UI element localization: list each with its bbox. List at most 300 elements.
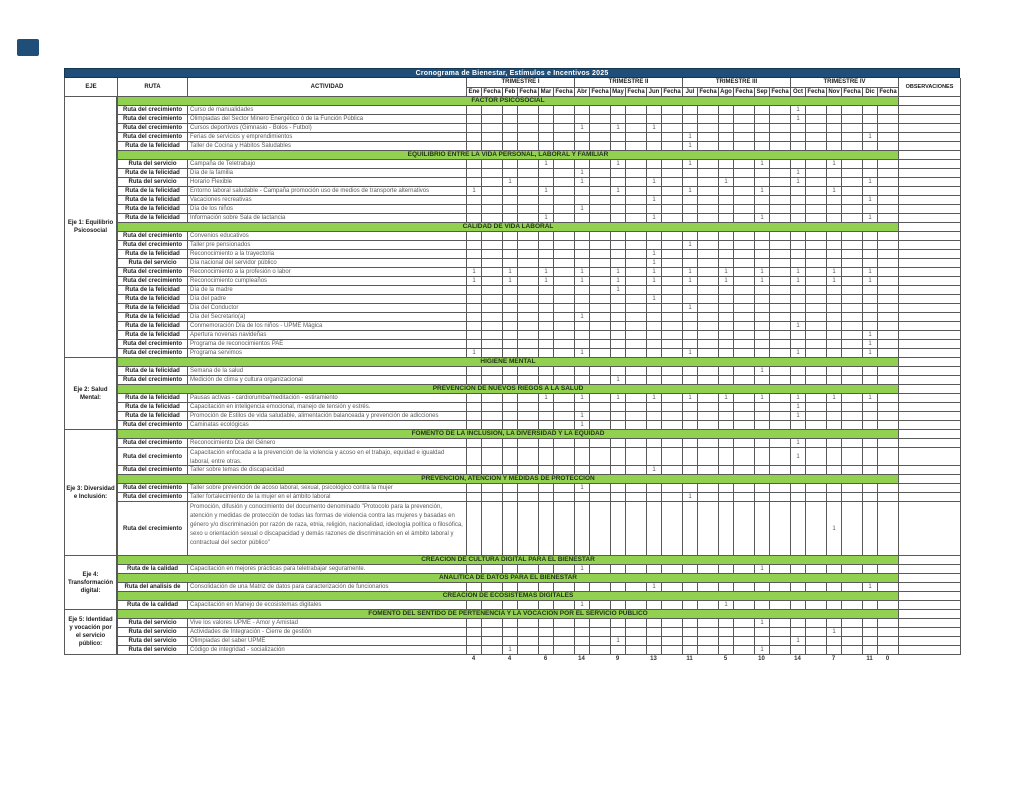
month-cell: 1 <box>575 601 590 610</box>
activity-row <box>118 376 960 385</box>
fecha-cell <box>806 313 827 322</box>
column-header-actividad: ACTIVIDAD <box>188 78 467 97</box>
month-cell <box>719 322 734 331</box>
fecha-cell <box>842 250 863 259</box>
month-cell <box>791 160 806 169</box>
observaciones-cell <box>899 376 961 385</box>
fecha-cell <box>878 313 899 322</box>
fecha-cell <box>482 394 503 403</box>
fecha-cell <box>590 106 611 115</box>
month-cell <box>863 322 878 331</box>
fecha-cell <box>734 502 755 556</box>
month-cell: 1 <box>683 493 698 502</box>
month-cell <box>827 439 842 448</box>
fecha-cell <box>626 403 647 412</box>
fecha-cell <box>590 394 611 403</box>
fecha-cell <box>518 619 539 628</box>
month-cell <box>863 259 878 268</box>
fecha-cell <box>734 628 755 637</box>
activity-cell: Horario Flexible <box>188 178 467 187</box>
activity-cell: Información sobre Sala de lactancia <box>188 214 467 223</box>
fecha-cell <box>806 448 827 466</box>
month-cell <box>611 421 626 430</box>
month-cell: 1 <box>719 394 734 403</box>
observaciones-cell <box>899 556 961 565</box>
month-cell <box>539 142 554 151</box>
month-cell <box>827 637 842 646</box>
fecha-cell <box>878 142 899 151</box>
month-cell <box>611 214 626 223</box>
fecha-total <box>661 655 682 664</box>
month-cell: 1 <box>647 196 662 205</box>
fecha-cell <box>770 340 791 349</box>
fecha-cell <box>482 124 503 133</box>
ruta-cell: Ruta del crecimiento <box>118 484 188 493</box>
trimester-header: TRIMESTRE IV <box>791 78 899 88</box>
activity-row <box>118 304 960 313</box>
fecha-cell <box>806 439 827 448</box>
activity-row <box>118 250 960 259</box>
month-cell <box>611 565 626 574</box>
fecha-cell <box>554 466 575 475</box>
fecha-cell <box>626 133 647 142</box>
month-cell <box>863 295 878 304</box>
fecha-cell <box>626 115 647 124</box>
ruta-cell: Ruta del crecimiento <box>118 448 188 466</box>
fecha-cell <box>554 484 575 493</box>
fecha-cell <box>770 205 791 214</box>
fecha-cell <box>482 205 503 214</box>
activity-row <box>118 412 960 421</box>
fecha-cell <box>734 601 755 610</box>
month-cell <box>467 331 482 340</box>
month-cell <box>575 340 590 349</box>
month-cell <box>647 205 662 214</box>
month-cell <box>539 322 554 331</box>
month-cell <box>863 124 878 133</box>
fecha-cell <box>590 565 611 574</box>
month-cell: 1 <box>611 268 626 277</box>
month-cell: 1 <box>611 286 626 295</box>
fecha-cell <box>734 124 755 133</box>
activity-cell: Curso de manualidades <box>188 106 467 115</box>
fecha-cell <box>590 403 611 412</box>
month-cell <box>539 502 554 556</box>
fecha-cell <box>590 331 611 340</box>
fecha-cell <box>878 646 899 655</box>
month-cell <box>503 304 518 313</box>
month-cell <box>755 178 770 187</box>
month-cell <box>791 187 806 196</box>
fecha-cell <box>734 214 755 223</box>
ruta-cell: Ruta del crecimiento <box>118 421 188 430</box>
fecha-cell <box>878 160 899 169</box>
month-cell: 1 <box>503 268 518 277</box>
activity-row <box>118 448 960 466</box>
fecha-cell <box>590 466 611 475</box>
month-cell: 1 <box>755 367 770 376</box>
fecha-cell <box>878 340 899 349</box>
fecha-cell <box>770 133 791 142</box>
fecha-cell <box>806 322 827 331</box>
fecha-cell <box>770 583 791 592</box>
month-cell: 1 <box>719 268 734 277</box>
fecha-cell <box>878 484 899 493</box>
eje-label: Eje 2: Salud Mental: <box>64 358 117 430</box>
fecha-cell <box>770 439 791 448</box>
ruta-cell: Ruta de la felicidad <box>118 205 188 214</box>
ruta-cell: Ruta del crecimiento <box>118 241 188 250</box>
month-cell <box>539 349 554 358</box>
fecha-cell <box>590 304 611 313</box>
month-cell <box>467 304 482 313</box>
fecha-cell <box>770 169 791 178</box>
ruta-cell: Ruta del servicio <box>118 637 188 646</box>
fecha-cell <box>878 619 899 628</box>
fecha-cell <box>518 232 539 241</box>
fecha-cell <box>770 259 791 268</box>
month-cell <box>647 133 662 142</box>
ruta-cell: Ruta del crecimiento <box>118 133 188 142</box>
fecha-cell <box>770 412 791 421</box>
month-cell <box>575 133 590 142</box>
month-cell <box>719 484 734 493</box>
activity-cell: Programa servimos <box>188 349 467 358</box>
fecha-cell <box>518 196 539 205</box>
fecha-cell <box>518 484 539 493</box>
month-cell <box>647 286 662 295</box>
activity-row <box>118 502 960 556</box>
fecha-cell <box>806 331 827 340</box>
ruta-cell: Ruta de la felicidad <box>118 322 188 331</box>
fecha-cell <box>590 142 611 151</box>
month-cell <box>863 232 878 241</box>
fecha-cell <box>626 502 647 556</box>
fecha-cell <box>770 601 791 610</box>
fecha-cell <box>590 583 611 592</box>
fecha-cell <box>554 502 575 556</box>
month-cell <box>827 295 842 304</box>
month-cell: 1 <box>575 565 590 574</box>
fecha-cell <box>554 403 575 412</box>
observaciones-cell <box>899 133 961 142</box>
fecha-cell <box>806 160 827 169</box>
month-cell <box>791 241 806 250</box>
month-cell <box>719 142 734 151</box>
month-cell <box>467 250 482 259</box>
fecha-cell <box>842 259 863 268</box>
fecha-cell <box>590 196 611 205</box>
month-cell <box>611 241 626 250</box>
month-cell <box>863 106 878 115</box>
fecha-cell <box>554 619 575 628</box>
fecha-cell <box>806 214 827 223</box>
month-cell <box>539 367 554 376</box>
fecha-cell <box>698 484 719 493</box>
fecha-cell <box>806 169 827 178</box>
observaciones-cell <box>899 601 961 610</box>
month-total: 6 <box>543 656 548 662</box>
month-cell: 1 <box>827 277 842 286</box>
month-cell <box>575 259 590 268</box>
fecha-cell <box>698 178 719 187</box>
month-cell <box>683 628 698 637</box>
activity-row <box>118 403 960 412</box>
fecha-cell <box>806 367 827 376</box>
month-cell <box>719 376 734 385</box>
month-cell <box>647 115 662 124</box>
month-cell <box>755 133 770 142</box>
fecha-cell <box>590 277 611 286</box>
fecha-total <box>517 655 538 664</box>
month-cell <box>647 331 662 340</box>
fecha-cell <box>878 106 899 115</box>
fecha-cell <box>770 277 791 286</box>
fecha-cell <box>482 106 503 115</box>
month-cell <box>827 115 842 124</box>
month-cell <box>719 421 734 430</box>
month-cell <box>467 160 482 169</box>
fecha-cell <box>626 169 647 178</box>
month-cell <box>755 142 770 151</box>
month-cell <box>755 295 770 304</box>
month-cell <box>683 448 698 466</box>
fecha-cell <box>482 142 503 151</box>
fecha-cell <box>878 628 899 637</box>
month-cell: 1 <box>863 268 878 277</box>
fecha-cell <box>770 376 791 385</box>
month-cell <box>503 133 518 142</box>
month-cell <box>611 403 626 412</box>
fecha-cell <box>734 448 755 466</box>
fecha-cell <box>734 493 755 502</box>
month-cell: 1 <box>683 394 698 403</box>
month-cell <box>575 232 590 241</box>
month-total: 14 <box>794 656 801 662</box>
fecha-cell <box>554 250 575 259</box>
fecha-cell <box>662 313 683 322</box>
fecha-cell <box>626 142 647 151</box>
activity-cell: Cursos deportivos (Gimnasio - Bolos - Futbol) <box>188 124 467 133</box>
observaciones-cell <box>899 205 961 214</box>
fecha-cell <box>770 106 791 115</box>
month-cell <box>791 214 806 223</box>
month-cell: 1 <box>575 412 590 421</box>
fecha-cell <box>842 160 863 169</box>
activity-cell: Entorno laboral saludable - Campaña promoción uso de medios de transporte alternativos <box>188 187 467 196</box>
fecha-total <box>841 655 862 664</box>
month-cell <box>467 106 482 115</box>
month-cell <box>467 178 482 187</box>
month-cell <box>575 403 590 412</box>
observaciones-cell <box>899 115 961 124</box>
ruta-cell: Ruta del servicio <box>118 628 188 637</box>
fecha-cell <box>842 322 863 331</box>
activity-row <box>118 421 960 430</box>
activity-row <box>118 286 960 295</box>
fecha-cell <box>518 259 539 268</box>
fecha-cell <box>806 583 827 592</box>
fecha-cell <box>734 115 755 124</box>
month-cell <box>647 322 662 331</box>
fecha-cell <box>878 178 899 187</box>
month-cell <box>755 583 770 592</box>
month-cell <box>611 466 626 475</box>
month-cell <box>503 295 518 304</box>
ruta-cell: Ruta de la felicidad <box>118 313 188 322</box>
month-cell <box>719 628 734 637</box>
fecha-cell <box>662 322 683 331</box>
observaciones-cell <box>899 466 961 475</box>
fecha-cell <box>842 241 863 250</box>
fecha-cell <box>698 376 719 385</box>
month-cell <box>719 646 734 655</box>
month-cell <box>755 403 770 412</box>
observaciones-cell <box>899 295 961 304</box>
fecha-cell <box>734 106 755 115</box>
month-total: 11 <box>866 656 873 662</box>
month-cell <box>539 466 554 475</box>
section-row <box>118 475 960 484</box>
fecha-cell <box>878 295 899 304</box>
fecha-cell <box>842 205 863 214</box>
fecha-cell <box>554 187 575 196</box>
fecha-cell <box>662 502 683 556</box>
activity-row <box>118 124 960 133</box>
month-cell <box>503 412 518 421</box>
month-cell <box>683 466 698 475</box>
fecha-cell <box>770 214 791 223</box>
ruta-cell: Ruta del analisis de <box>118 583 188 592</box>
month-cell <box>827 205 842 214</box>
month-cell <box>467 259 482 268</box>
month-cell <box>719 196 734 205</box>
month-cell <box>503 349 518 358</box>
month-cell <box>467 439 482 448</box>
ruta-cell: Ruta del servicio <box>118 178 188 187</box>
fecha-cell <box>482 403 503 412</box>
month-cell <box>575 493 590 502</box>
month-cell <box>503 565 518 574</box>
fecha-cell <box>770 565 791 574</box>
fecha-cell <box>806 628 827 637</box>
observaciones-cell <box>899 592 961 601</box>
month-cell: 1 <box>863 331 878 340</box>
month-cell <box>719 205 734 214</box>
fecha-cell <box>806 646 827 655</box>
fecha-cell <box>482 286 503 295</box>
month-cell <box>467 583 482 592</box>
fecha-cell <box>518 601 539 610</box>
month-cell <box>575 304 590 313</box>
month-cell <box>467 565 482 574</box>
month-header: Nov <box>827 88 842 97</box>
fecha-cell <box>626 493 647 502</box>
fecha-cell <box>626 286 647 295</box>
month-cell <box>719 403 734 412</box>
month-cell: 1 <box>539 187 554 196</box>
month-cell <box>791 124 806 133</box>
month-cell <box>755 493 770 502</box>
fecha-cell <box>590 178 611 187</box>
activity-row <box>118 232 960 241</box>
month-cell: 1 <box>647 250 662 259</box>
month-cell: 1 <box>791 439 806 448</box>
fecha-cell <box>518 313 539 322</box>
month-cell <box>683 322 698 331</box>
month-header: Oct <box>791 88 806 97</box>
fecha-cell <box>734 322 755 331</box>
observaciones-cell <box>899 232 961 241</box>
observaciones-cell <box>899 241 961 250</box>
activity-cell: Apertura novenas navideñas <box>188 331 467 340</box>
activity-cell: Pausas activas - cardiorumba/meditación - estiramiento <box>188 394 467 403</box>
fecha-cell <box>626 259 647 268</box>
month-cell <box>647 241 662 250</box>
fecha-cell <box>626 466 647 475</box>
month-cell <box>683 439 698 448</box>
fecha-cell <box>698 601 719 610</box>
month-cell <box>755 412 770 421</box>
month-cell <box>575 646 590 655</box>
activity-row <box>118 178 960 187</box>
fecha-cell <box>626 196 647 205</box>
month-cell: 1 <box>575 178 590 187</box>
month-cell <box>539 484 554 493</box>
month-cell <box>683 502 698 556</box>
table-header <box>64 78 960 97</box>
activity-cell: Semana de la salud <box>188 367 467 376</box>
observaciones-cell <box>899 421 961 430</box>
activity-cell: Reconocimiento a la trayectoria <box>188 250 467 259</box>
fecha-cell <box>770 637 791 646</box>
month-cell <box>503 484 518 493</box>
month-cell <box>503 124 518 133</box>
fecha-cell <box>842 484 863 493</box>
month-cell <box>503 331 518 340</box>
fecha-cell <box>842 376 863 385</box>
month-cell <box>575 367 590 376</box>
fecha-header: Fecha <box>698 88 719 97</box>
month-cell <box>683 412 698 421</box>
fecha-cell <box>734 169 755 178</box>
month-cell <box>611 313 626 322</box>
ruta-cell: Ruta de la felicidad <box>118 250 188 259</box>
fecha-total <box>697 655 718 664</box>
month-cell <box>863 484 878 493</box>
section-row <box>118 592 960 601</box>
fecha-cell <box>842 349 863 358</box>
month-cell <box>827 322 842 331</box>
month-cell <box>827 340 842 349</box>
month-cell <box>575 187 590 196</box>
month-cell <box>719 412 734 421</box>
fecha-cell <box>698 250 719 259</box>
fecha-cell <box>662 637 683 646</box>
month-cell <box>503 286 518 295</box>
month-cell <box>827 646 842 655</box>
month-cell: 1 <box>683 349 698 358</box>
observaciones-cell <box>899 412 961 421</box>
section-header-bar: FACTOR PSICOSOCIAL <box>118 97 899 106</box>
fecha-cell <box>554 304 575 313</box>
fecha-cell <box>626 205 647 214</box>
month-cell <box>611 169 626 178</box>
month-cell <box>683 286 698 295</box>
fecha-cell <box>806 268 827 277</box>
month-cell <box>647 601 662 610</box>
ruta-cell: Ruta del crecimiento <box>118 439 188 448</box>
